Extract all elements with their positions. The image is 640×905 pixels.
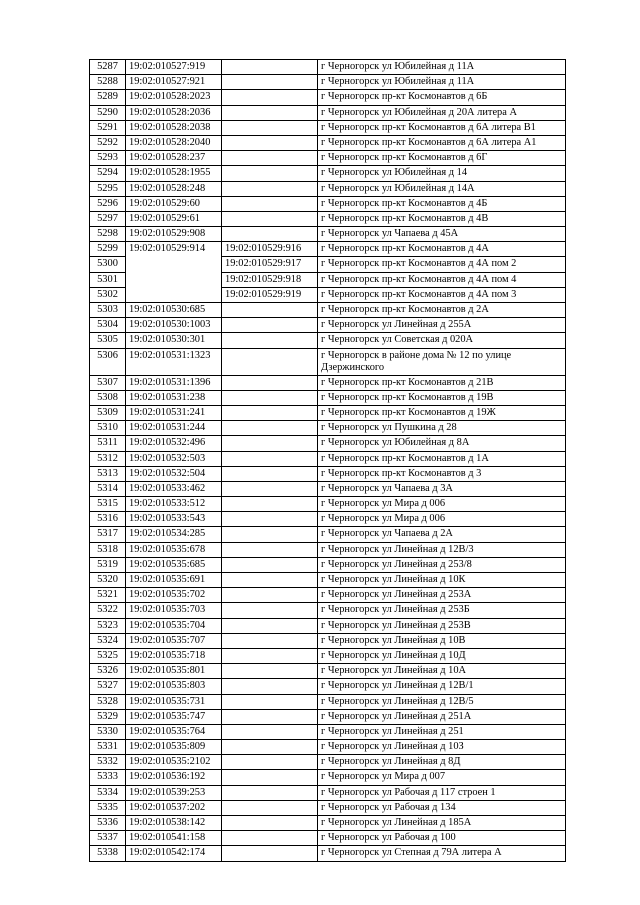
table-row	[90, 135, 566, 150]
address: г Черногорск ул Рабочая д 100	[318, 831, 566, 846]
address: г Черногорск ул Юбилейная д 11А	[318, 75, 566, 90]
cadastral-number: 19:02:010535:803	[126, 679, 222, 694]
cadastral-number: 19:02:010541:158	[126, 831, 222, 846]
row-number: 5290	[90, 105, 126, 120]
address: г Черногорск пр-кт Космонавтов д 6Б	[318, 90, 566, 105]
row-number: 5317	[90, 527, 126, 542]
row-number: 5305	[90, 333, 126, 348]
cadastral-number: 19:02:010533:512	[126, 497, 222, 512]
row-number: 5324	[90, 633, 126, 648]
sub-cadastral-number	[222, 557, 318, 572]
cadastral-number: 19:02:010527:921	[126, 75, 222, 90]
row-number: 5320	[90, 573, 126, 588]
sub-cadastral-number	[222, 211, 318, 226]
sub-cadastral-number	[222, 497, 318, 512]
row-number: 5304	[90, 318, 126, 333]
address: г Черногорск ул Чапаева д 3А	[318, 481, 566, 496]
address: г Черногорск пр-кт Космонавтов д 6Г	[318, 151, 566, 166]
row-number: 5314	[90, 481, 126, 496]
row-number: 5316	[90, 512, 126, 527]
row-number: 5292	[90, 135, 126, 150]
cadastral-number: 19:02:010529:908	[126, 227, 222, 242]
sub-cadastral-number: 19:02:010529:916	[222, 242, 318, 257]
cadastral-number: 19:02:010535:747	[126, 709, 222, 724]
table-row	[90, 497, 566, 512]
table-row	[90, 664, 566, 679]
table-row	[90, 755, 566, 770]
cadastral-number: 19:02:010532:496	[126, 436, 222, 451]
table-row	[90, 242, 566, 257]
table-row	[90, 694, 566, 709]
address: г Черногорск пр-кт Космонавтов д 4А пом 4	[318, 272, 566, 287]
address: г Черногорск пр-кт Космонавтов д 1А	[318, 451, 566, 466]
table-row	[90, 151, 566, 166]
table-row	[90, 181, 566, 196]
row-number: 5337	[90, 831, 126, 846]
sub-cadastral-number	[222, 405, 318, 420]
cadastral-number: 19:02:010533:543	[126, 512, 222, 527]
sub-cadastral-number	[222, 333, 318, 348]
row-number: 5325	[90, 648, 126, 663]
sub-cadastral-number	[222, 181, 318, 196]
cadastral-number: 19:02:010528:2036	[126, 105, 222, 120]
address: г Черногорск ул Линейная д 12В/1	[318, 679, 566, 694]
table-row	[90, 166, 566, 181]
sub-cadastral-number	[222, 451, 318, 466]
row-number: 5319	[90, 557, 126, 572]
cadastral-number: 19:02:010531:1396	[126, 375, 222, 390]
row-number: 5309	[90, 405, 126, 420]
table-row	[90, 90, 566, 105]
address: г Черногорск ул Юбилейная д 20А литера А	[318, 105, 566, 120]
row-number: 5311	[90, 436, 126, 451]
address: г Черногорск ул Юбилейная д 11А	[318, 60, 566, 75]
row-number: 5338	[90, 846, 126, 861]
table-row	[90, 846, 566, 861]
address: г Черногорск ул Линейная д 10З	[318, 740, 566, 755]
row-number: 5306	[90, 348, 126, 375]
row-number: 5335	[90, 800, 126, 815]
address: г Черногорск ул Линейная д 251А	[318, 709, 566, 724]
cadastral-number: 19:02:010528:248	[126, 181, 222, 196]
cadastral-number: 19:02:010533:462	[126, 481, 222, 496]
row-number: 5336	[90, 816, 126, 831]
address: г Черногорск ул Юбилейная д 14А	[318, 181, 566, 196]
sub-cadastral-number	[222, 348, 318, 375]
address: г Черногорск ул Юбилейная д 8А	[318, 436, 566, 451]
table-row	[90, 512, 566, 527]
sub-cadastral-number	[222, 785, 318, 800]
table-row	[90, 770, 566, 785]
table-row	[90, 105, 566, 120]
cadastral-number: 19:02:010528:2040	[126, 135, 222, 150]
table-row	[90, 588, 566, 603]
cadastral-number: 19:02:010539:253	[126, 785, 222, 800]
cadastral-number: 19:02:010534:285	[126, 527, 222, 542]
sub-cadastral-number: 19:02:010529:917	[222, 257, 318, 272]
sub-cadastral-number	[222, 770, 318, 785]
sub-cadastral-number	[222, 542, 318, 557]
table-row	[90, 227, 566, 242]
table-row	[90, 831, 566, 846]
address: г Черногорск пр-кт Космонавтов д 2А	[318, 303, 566, 318]
sub-cadastral-number	[222, 618, 318, 633]
row-number: 5321	[90, 588, 126, 603]
address: г Черногорск ул Линейная д 10В	[318, 633, 566, 648]
sub-cadastral-number	[222, 375, 318, 390]
table-row	[90, 542, 566, 557]
sub-cadastral-number	[222, 755, 318, 770]
registry-table-body	[90, 60, 566, 862]
row-number: 5300	[90, 257, 126, 272]
row-number: 5296	[90, 196, 126, 211]
address: г Черногорск ул Линейная д 12В/3	[318, 542, 566, 557]
address: г Черногорск ул Мира д 006	[318, 512, 566, 527]
sub-cadastral-number	[222, 318, 318, 333]
cadastral-number: 19:02:010528:237	[126, 151, 222, 166]
table-row	[90, 800, 566, 815]
cadastral-number: 19:02:010529:914	[126, 242, 222, 303]
cadastral-number: 19:02:010529:60	[126, 196, 222, 211]
cadastral-number: 19:02:010528:1955	[126, 166, 222, 181]
row-number: 5330	[90, 724, 126, 739]
address: г Черногорск пр-кт Космонавтов д 4А пом 2	[318, 257, 566, 272]
table-row	[90, 196, 566, 211]
sub-cadastral-number	[222, 831, 318, 846]
cadastral-number: 19:02:010528:2038	[126, 120, 222, 135]
cadastral-number: 19:02:010535:702	[126, 588, 222, 603]
table-row	[90, 573, 566, 588]
table-row	[90, 481, 566, 496]
cadastral-number: 19:02:010531:1323	[126, 348, 222, 375]
table-row	[90, 303, 566, 318]
row-number: 5333	[90, 770, 126, 785]
cadastral-number: 19:02:010535:685	[126, 557, 222, 572]
address: г Черногорск ул Линейная д 255А	[318, 318, 566, 333]
address: г Черногорск ул Линейная д 10Д	[318, 648, 566, 663]
row-number: 5303	[90, 303, 126, 318]
address: г Черногорск ул Мира д 007	[318, 770, 566, 785]
table-row	[90, 618, 566, 633]
cadastral-number: 19:02:010531:244	[126, 421, 222, 436]
address: г Черногорск ул Линейная д 10К	[318, 573, 566, 588]
table-row	[90, 375, 566, 390]
sub-cadastral-number	[222, 527, 318, 542]
table-row	[90, 436, 566, 451]
cadastral-number: 19:02:010527:919	[126, 60, 222, 75]
address: г Черногорск ул Советская д 020А	[318, 333, 566, 348]
sub-cadastral-number: 19:02:010529:918	[222, 272, 318, 287]
table-row	[90, 348, 566, 375]
sub-cadastral-number	[222, 105, 318, 120]
address: г Черногорск ул Рабочая д 117 строен 1	[318, 785, 566, 800]
address: г Черногорск пр-кт Космонавтов д 4А пом 3	[318, 287, 566, 302]
address: г Черногорск ул Линейная д 10А	[318, 664, 566, 679]
table-row	[90, 451, 566, 466]
cadastral-number: 19:02:010542:174	[126, 846, 222, 861]
address: г Черногорск ул Линейная д 253Б	[318, 603, 566, 618]
address: г Черногорск ул Юбилейная д 14	[318, 166, 566, 181]
sub-cadastral-number	[222, 166, 318, 181]
address: г Черногорск ул Линейная д 12В/5	[318, 694, 566, 709]
row-number: 5294	[90, 166, 126, 181]
sub-cadastral-number	[222, 196, 318, 211]
row-number: 5327	[90, 679, 126, 694]
cadastral-number: 19:02:010531:238	[126, 390, 222, 405]
sub-cadastral-number	[222, 512, 318, 527]
sub-cadastral-number	[222, 573, 318, 588]
cadastral-number: 19:02:010535:2102	[126, 755, 222, 770]
cadastral-number: 19:02:010535:703	[126, 603, 222, 618]
cadastral-number: 19:02:010535:707	[126, 633, 222, 648]
address: г Черногорск пр-кт Космонавтов д 6А литера В1	[318, 120, 566, 135]
row-number: 5287	[90, 60, 126, 75]
table-row	[90, 740, 566, 755]
row-number: 5326	[90, 664, 126, 679]
address: г Черногорск пр-кт Космонавтов д 6А литера А1	[318, 135, 566, 150]
row-number: 5301	[90, 272, 126, 287]
address: г Черногорск пр-кт Космонавтов д 4В	[318, 211, 566, 226]
address: г Черногорск пр-кт Космонавтов д 4Б	[318, 196, 566, 211]
sub-cadastral-number	[222, 436, 318, 451]
row-number: 5312	[90, 451, 126, 466]
address: г Черногорск ул Линейная д 251	[318, 724, 566, 739]
address: г Черногорск ул Чапаева д 2А	[318, 527, 566, 542]
cadastral-number: 19:02:010532:504	[126, 466, 222, 481]
cadastral-number: 19:02:010530:685	[126, 303, 222, 318]
sub-cadastral-number	[222, 679, 318, 694]
row-number: 5291	[90, 120, 126, 135]
address: г Черногорск пр-кт Космонавтов д 19В	[318, 390, 566, 405]
cadastral-number: 19:02:010535:809	[126, 740, 222, 755]
sub-cadastral-number	[222, 151, 318, 166]
address: г Черногорск пр-кт Космонавтов д 21В	[318, 375, 566, 390]
row-number: 5334	[90, 785, 126, 800]
row-number: 5307	[90, 375, 126, 390]
table-row	[90, 211, 566, 226]
row-number: 5322	[90, 603, 126, 618]
sub-cadastral-number	[222, 303, 318, 318]
row-number: 5308	[90, 390, 126, 405]
table-row	[90, 466, 566, 481]
table-row	[90, 333, 566, 348]
address: г Черногорск ул Линейная д 185А	[318, 816, 566, 831]
sub-cadastral-number	[222, 724, 318, 739]
row-number: 5331	[90, 740, 126, 755]
table-row	[90, 318, 566, 333]
cadastral-number: 19:02:010530:301	[126, 333, 222, 348]
cadastral-number: 19:02:010530:1003	[126, 318, 222, 333]
registry-table	[89, 59, 566, 862]
cadastral-number: 19:02:010535:764	[126, 724, 222, 739]
table-row	[90, 527, 566, 542]
sub-cadastral-number	[222, 694, 318, 709]
table-row	[90, 60, 566, 75]
cadastral-number: 19:02:010536:192	[126, 770, 222, 785]
table-row	[90, 648, 566, 663]
address: г Черногорск ул Рабочая д 134	[318, 800, 566, 815]
row-number: 5297	[90, 211, 126, 226]
cadastral-number: 19:02:010535:801	[126, 664, 222, 679]
address: г Черногорск ул Линейная д 253А	[318, 588, 566, 603]
address: г Черногорск ул Пушкина д 28	[318, 421, 566, 436]
sub-cadastral-number	[222, 633, 318, 648]
cadastral-number: 19:02:010531:241	[126, 405, 222, 420]
sub-cadastral-number	[222, 120, 318, 135]
cadastral-number: 19:02:010532:503	[126, 451, 222, 466]
cadastral-number: 19:02:010535:718	[126, 648, 222, 663]
table-row	[90, 679, 566, 694]
sub-cadastral-number	[222, 740, 318, 755]
table-row	[90, 785, 566, 800]
cadastral-number: 19:02:010529:61	[126, 211, 222, 226]
address: г Черногорск пр-кт Космонавтов д 4А	[318, 242, 566, 257]
cadastral-number: 19:02:010535:678	[126, 542, 222, 557]
sub-cadastral-number	[222, 664, 318, 679]
row-number: 5298	[90, 227, 126, 242]
sub-cadastral-number	[222, 648, 318, 663]
sub-cadastral-number	[222, 816, 318, 831]
row-number: 5332	[90, 755, 126, 770]
row-number: 5328	[90, 694, 126, 709]
sub-cadastral-number	[222, 227, 318, 242]
sub-cadastral-number	[222, 390, 318, 405]
cadastral-number: 19:02:010535:731	[126, 694, 222, 709]
table-row	[90, 120, 566, 135]
row-number: 5289	[90, 90, 126, 105]
cadastral-number: 19:02:010535:704	[126, 618, 222, 633]
sub-cadastral-number	[222, 60, 318, 75]
sub-cadastral-number	[222, 466, 318, 481]
sub-cadastral-number	[222, 421, 318, 436]
address: г Черногорск ул Линейная д 253В	[318, 618, 566, 633]
address: г Черногорск в районе дома № 12 по улице Дзержинского	[318, 348, 566, 375]
table-row	[90, 421, 566, 436]
address: г Черногорск ул Мира д 006	[318, 497, 566, 512]
address: г Черногорск ул Линейная д 8Д	[318, 755, 566, 770]
row-number: 5323	[90, 618, 126, 633]
address: г Черногорск пр-кт Космонавтов д 3	[318, 466, 566, 481]
cadastral-number: 19:02:010538:142	[126, 816, 222, 831]
row-number: 5318	[90, 542, 126, 557]
cadastral-number: 19:02:010537:202	[126, 800, 222, 815]
row-number: 5288	[90, 75, 126, 90]
row-number: 5302	[90, 287, 126, 302]
sub-cadastral-number	[222, 75, 318, 90]
row-number: 5310	[90, 421, 126, 436]
cadastral-number: 19:02:010535:691	[126, 573, 222, 588]
table-row	[90, 557, 566, 572]
table-row	[90, 405, 566, 420]
table-row	[90, 724, 566, 739]
address: г Черногорск ул Степная д 79А литера А	[318, 846, 566, 861]
row-number: 5313	[90, 466, 126, 481]
table-row	[90, 816, 566, 831]
address: г Черногорск ул Линейная д 253/8	[318, 557, 566, 572]
sub-cadastral-number	[222, 846, 318, 861]
sub-cadastral-number	[222, 800, 318, 815]
row-number: 5329	[90, 709, 126, 724]
row-number: 5299	[90, 242, 126, 257]
table-row	[90, 75, 566, 90]
sub-cadastral-number	[222, 90, 318, 105]
sub-cadastral-number: 19:02:010529:919	[222, 287, 318, 302]
sub-cadastral-number	[222, 709, 318, 724]
address: г Черногорск пр-кт Космонавтов д 19Ж	[318, 405, 566, 420]
table-row	[90, 603, 566, 618]
cadastral-number: 19:02:010528:2023	[126, 90, 222, 105]
table-row	[90, 709, 566, 724]
row-number: 5293	[90, 151, 126, 166]
sub-cadastral-number	[222, 135, 318, 150]
row-number: 5315	[90, 497, 126, 512]
row-number: 5295	[90, 181, 126, 196]
table-row	[90, 390, 566, 405]
table-row	[90, 633, 566, 648]
sub-cadastral-number	[222, 481, 318, 496]
sub-cadastral-number	[222, 588, 318, 603]
sub-cadastral-number	[222, 603, 318, 618]
address: г Черногорск ул Чапаева д 45А	[318, 227, 566, 242]
